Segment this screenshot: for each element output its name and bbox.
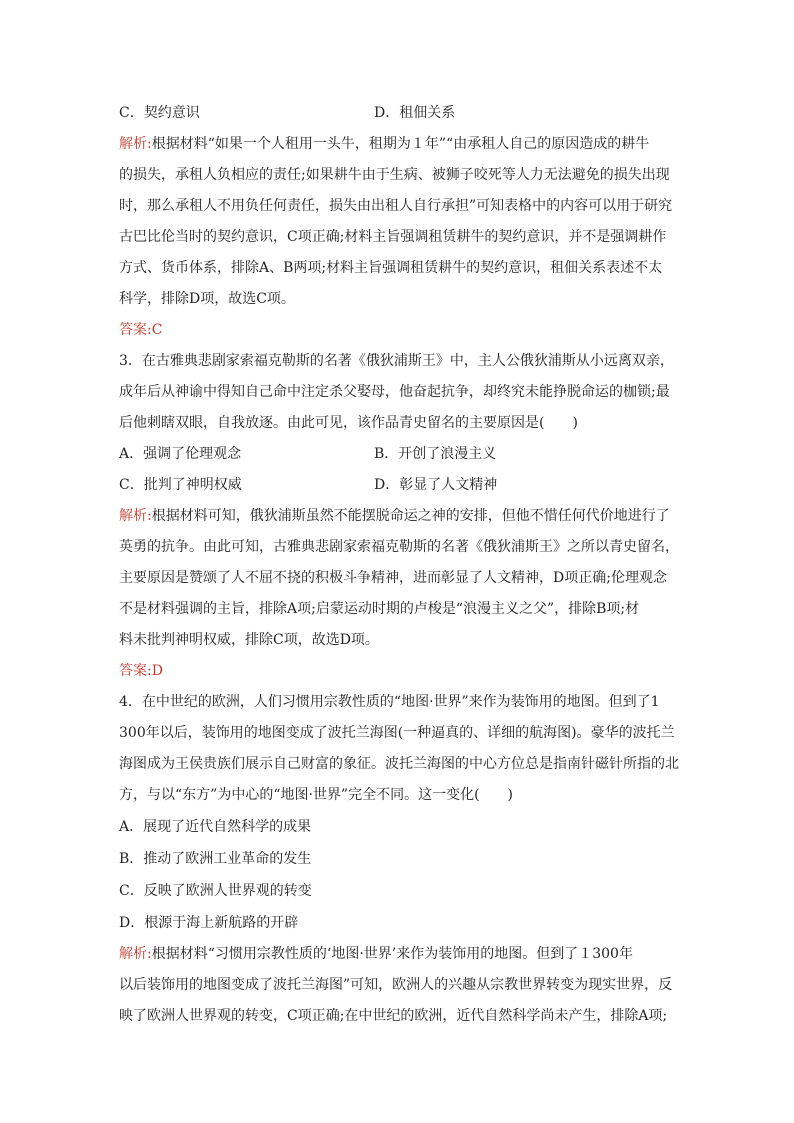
q3-analysis-line: 英勇的抗争。由此可知，古雅典悲剧家索福克勒斯的名著《俄狄浦斯王》之所以青史留名， [119, 539, 679, 555]
q2-analysis-line: 古巴比伦当时的契约意识，C项正确;材料主旨强调租赁耕牛的契约意识，并不是强调耕作 [119, 229, 667, 245]
q4-option-c: C．反映了欧洲人世界观的转变 [119, 883, 312, 899]
q2-answer-value: C [151, 322, 163, 338]
q3-option-d: D．彰显了人文精神 [374, 477, 498, 493]
q2-options-cd [119, 103, 679, 123]
q2-answer-label: 答案: [119, 322, 152, 338]
q4-analysis-line [119, 944, 679, 964]
q4-stem-line: 300年以后，装饰用的地图变成了波托兰海图(一种逼真的、详细的航海图)。豪华的波托兰 [119, 725, 675, 741]
q3-analysis-text: 根据材料可知，俄狄浦斯虽然不能摆脱命运之神的安排，但他不惜任何代价地进行了 [151, 508, 670, 524]
q3-analysis-line: 料未批判神明权威，排除C项，故选D项。 [119, 632, 379, 648]
q4-analysis-text: 根据材料“习惯用宗教性质的‘地图·世界’来作为装饰用的地图。但到了１300年 [151, 946, 633, 962]
q4-analysis-line: 映了欧洲人世界观的转变，C项正确;在中世纪的欧洲，近代自然科学尚未产生，排除A项; [119, 1008, 668, 1024]
q3-analysis-label: 解析: [119, 508, 152, 524]
q2-analysis-line: 科学，排除D项，故选C项。 [119, 291, 295, 307]
q2-option-d: D．租佃关系 [374, 105, 456, 121]
q3-stem-line: 后他刺瞎双眼，自我放逐。由此可见，该作品青史留名的主要原因是( ) [119, 415, 578, 431]
q4-option-a: A．展现了近代自然科学的成果 [119, 819, 312, 835]
q3-analysis-line: 不是材料强调的主旨，排除A项;启蒙运动时期的卢梭是“浪漫主义之父”，排除B项;材 [119, 601, 640, 617]
q3-option-a: A．强调了伦理观念 [119, 446, 242, 462]
q2-analysis-label: 解析: [119, 136, 152, 152]
q3-analysis-line [119, 506, 679, 526]
q3-options-cd [119, 475, 679, 495]
q2-analysis-line: 时，那么承租人不用负任何责任，损失由出租人自行承担”可知表格中的内容可以用于研究 [119, 198, 673, 214]
q2-analysis-line: 方式、货币体系，排除A、B两项;材料主旨强调租赁耕牛的契约意识，租佃关系表述不太 [119, 260, 663, 276]
q2-analysis-text: 根据材料“如果一个人租用一头牛，租期为１年”“由承租人自己的原因造成的耕牛 [151, 136, 650, 152]
q3-answer-value: D [151, 663, 163, 679]
q3-option-b: B．开创了浪漫主义 [374, 446, 497, 462]
q4-stem-line: 方，与以“东方”为中心的“地图·世界”完全不同。这一变化( ) [119, 787, 514, 803]
q2-analysis-line [119, 134, 679, 154]
q3-answer-label: 答案: [119, 663, 152, 679]
q3-analysis-line: 主要原因是赞颂了人不屈不挠的积极斗争精神，进而彰显了人文精神，D项正确;伦理观念 [119, 570, 667, 586]
q3-answer [119, 661, 679, 681]
q3-options-ab [119, 444, 679, 464]
q3-stem-line: 3．在古雅典悲剧家索福克勒斯的名著《俄狄浦斯王》中，主人公俄狄浦斯从小远离双亲， [119, 353, 674, 369]
q4-stem-line: 海图成为王侯贵族们展示自己财富的象征。波托兰海图的中心方位总是指南针磁针所指的北 [119, 756, 679, 772]
q4-option-d: D．根源于海上新航路的开辟 [119, 915, 299, 931]
q2-analysis-line: 的损失，承租人负相应的责任;如果耕牛由于生病、被狮子咬死等人力无法避免的损失出现 [119, 167, 670, 183]
q4-stem-line: 4．在中世纪的欧洲，人们习惯用宗教性质的“地图·世界”来作为装饰用的地图。但到了1 [119, 694, 660, 710]
q2-answer [119, 320, 679, 340]
q4-option-b: B．推动了欧洲工业革命的发生 [119, 851, 312, 867]
q4-analysis-line: 以后装饰用的地图变成了波托兰海图”可知，欧洲人的兴趣从宗教世界转变为现实世界，反 [119, 977, 673, 993]
q3-stem-line: 成年后从神谕中得知自己命中注定杀父娶母，他奋起抗争，却终究未能挣脱命运的枷锁;最 [119, 384, 670, 400]
q4-analysis-label: 解析: [119, 946, 152, 962]
q3-option-c: C．批判了神明权威 [119, 477, 242, 493]
q2-option-c: C．契约意识 [119, 105, 200, 121]
